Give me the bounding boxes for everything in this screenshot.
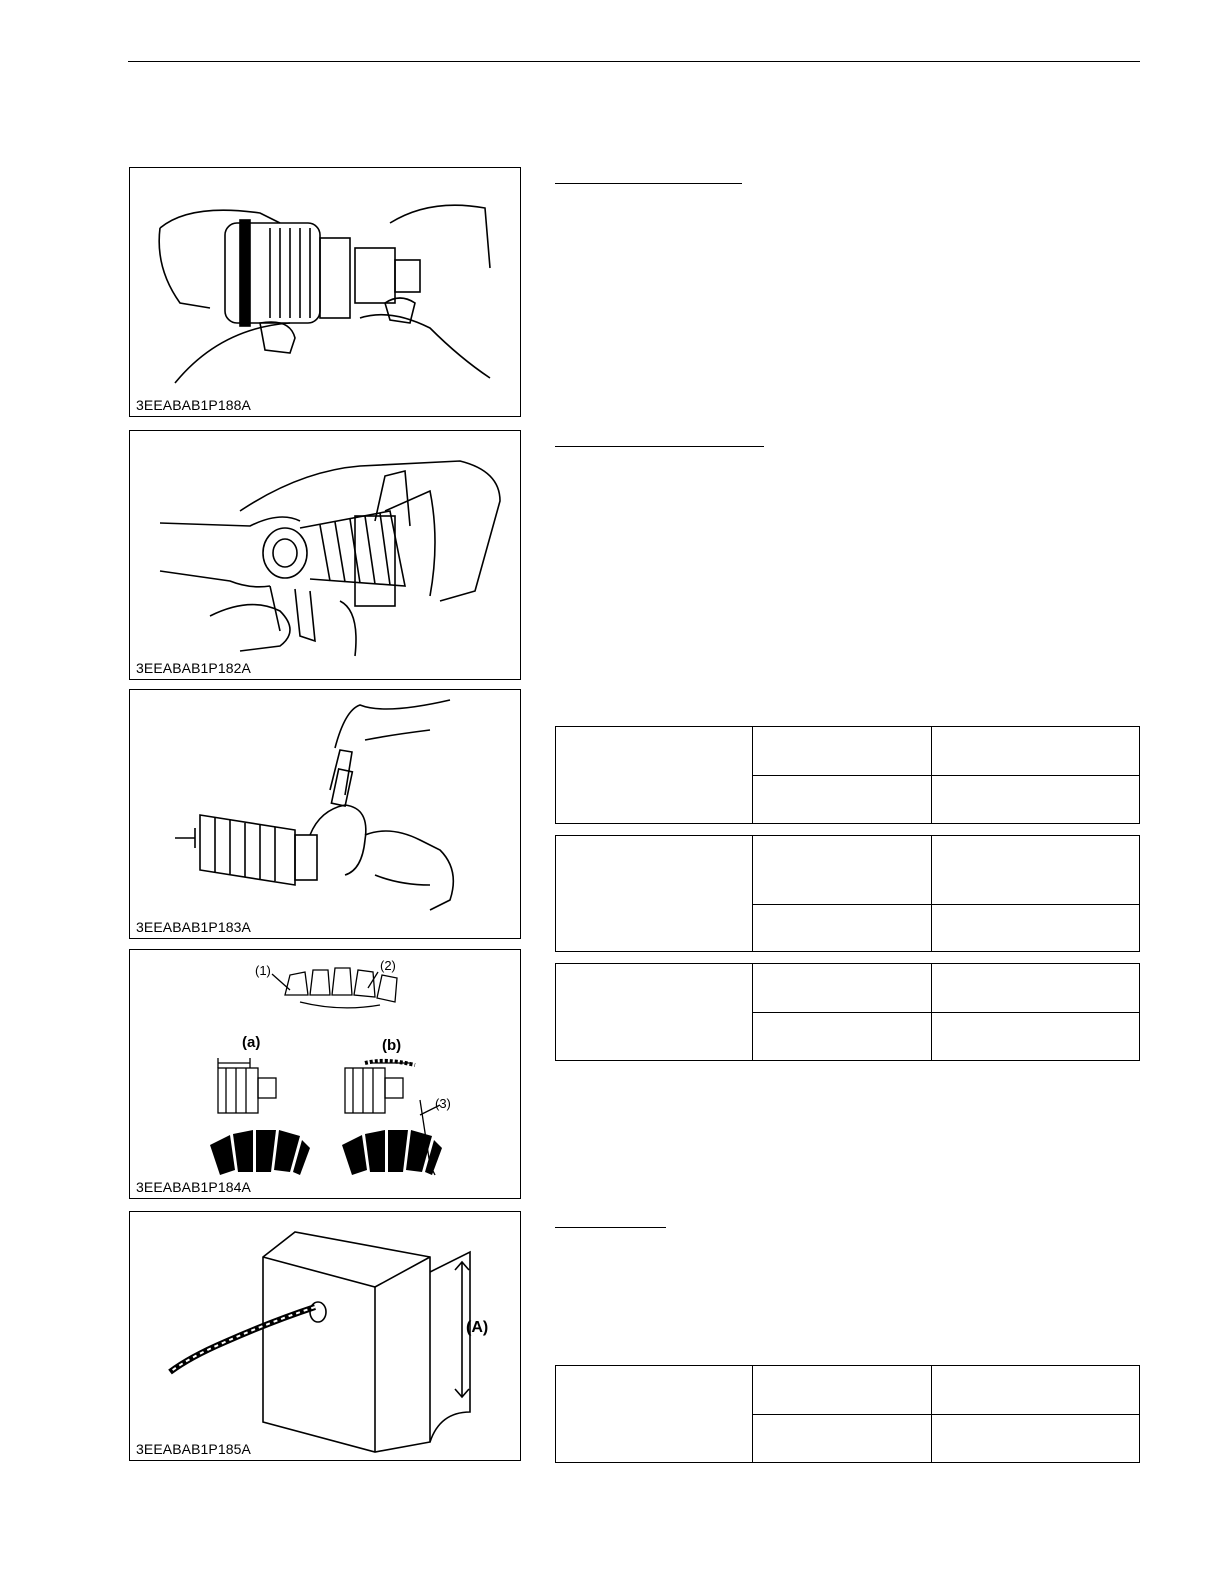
micrometer-measurement-illustration <box>130 690 521 939</box>
callout-label: (1) <box>255 963 271 978</box>
spec-table <box>555 1365 1140 1463</box>
header-rule <box>128 61 1140 62</box>
figure-commutator <box>129 430 521 680</box>
brush-wear-diagram <box>130 1212 521 1461</box>
figure-code: 3EEABAB1P182A <box>136 660 251 676</box>
spec-table <box>555 835 1140 952</box>
section-heading-underline <box>555 446 764 447</box>
figure-mica-undercut <box>129 949 521 1199</box>
figure-code: 3EEABAB1P184A <box>136 1179 251 1195</box>
commutator-sanding-illustration <box>130 431 521 680</box>
section-heading-underline <box>555 183 742 184</box>
dimension-label: (A) <box>466 1319 489 1336</box>
figure-code: 3EEABAB1P188A <box>136 397 251 413</box>
figure-brush-wear <box>129 1211 521 1461</box>
spec-table <box>555 726 1140 824</box>
mica-undercut-diagram <box>130 950 521 1199</box>
overrunning-clutch-check-illustration <box>130 168 521 417</box>
figure-clutch <box>129 167 521 417</box>
section-heading-underline <box>555 1227 666 1228</box>
figure-code: 3EEABAB1P183A <box>136 919 251 935</box>
figure-micrometer <box>129 689 521 939</box>
figure-code: 3EEABAB1P185A <box>136 1441 251 1457</box>
callout-label: (a) <box>242 1034 261 1051</box>
callout-label: (b) <box>382 1037 402 1054</box>
callout-label: (2) <box>380 958 396 973</box>
callout-label: (3) <box>435 1096 451 1111</box>
spec-table <box>555 963 1140 1061</box>
